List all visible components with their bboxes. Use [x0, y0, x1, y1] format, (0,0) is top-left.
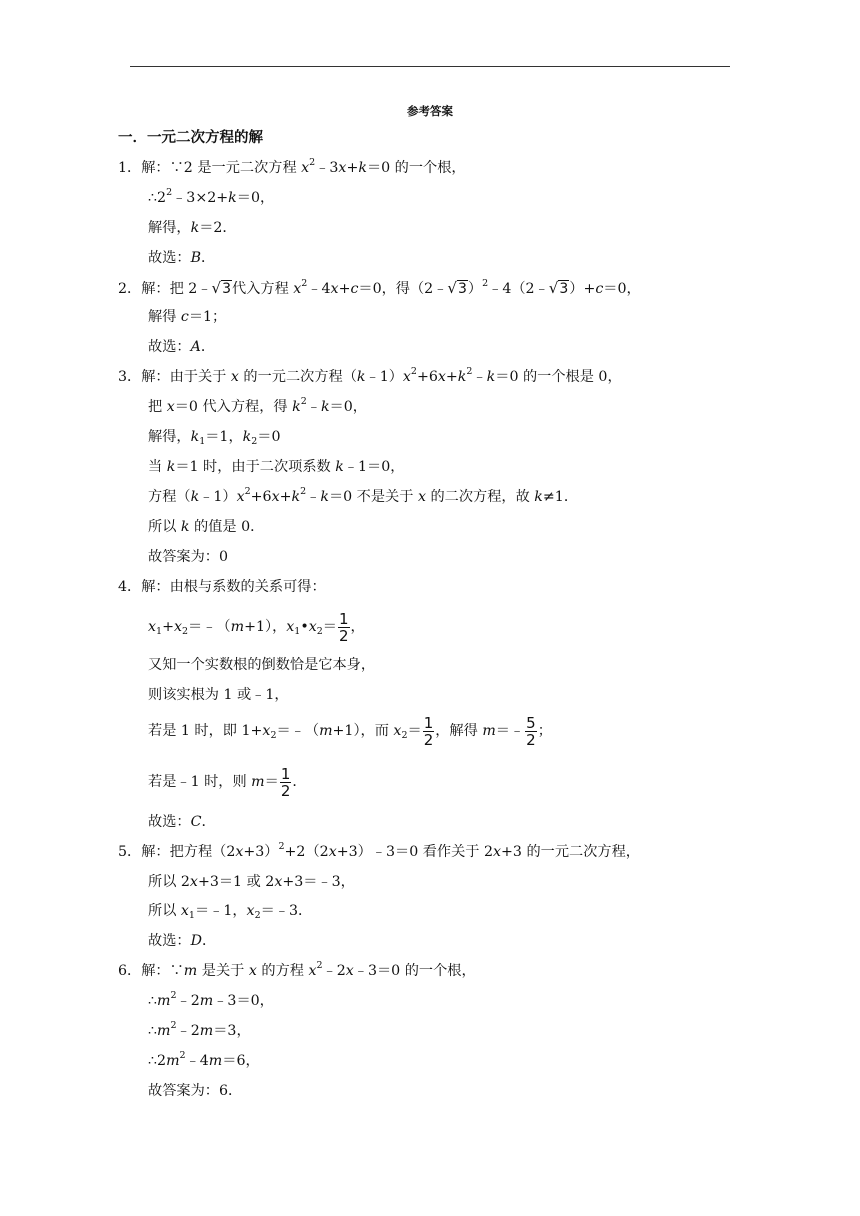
sqrt-three: √3	[548, 279, 569, 297]
q3-line-1: 3．解：由于关于 x 的一元二次方程$(k﹣1)x^2+6x+k^2﹣k=0$ 的一个根是 0，	[118, 366, 622, 385]
q2-line-2: 解得 c＝1；	[148, 309, 227, 325]
fraction-half: $\frac{1}{2}$	[338, 609, 349, 645]
q1-line-4: 故选：B．	[148, 250, 216, 266]
q6-line-4: $\therefore 2m^2﹣4m=6$，	[148, 1050, 260, 1069]
q4-line-1: 4．解：由根与系数的关系可得：	[118, 579, 326, 595]
q4-line-5: 若是 1 时，即 $1+x_2=﹣(m+1)$，而 $x_2=$ $\frac{1}{2}$ ，解得 m＝﹣ $\frac{5}{2}$ ；	[148, 713, 552, 749]
q4-line-7: 故选：C．	[148, 814, 216, 830]
q6-line-1: 6．解：∵m 是关于 x 的方程 $x^2﹣2x﹣3=0$ 的一个根，	[118, 960, 476, 979]
fraction-half: $\frac{1}{2}$	[280, 764, 291, 800]
sqrt-three: √3	[447, 279, 467, 297]
q5-line-3: 所以 $x_1=﹣1$，$x_2=﹣3$．	[148, 903, 313, 921]
q1-line-3: 解得，k＝2．	[148, 220, 237, 236]
q1-line-2: $\therefore 2^2﹣3\times 2+k=0$，	[148, 187, 275, 206]
q3-line-3: 解得，$k_1=1$，$k_2=0$	[148, 429, 281, 447]
q3-line-5: 方程$(k﹣1)x^2+6x+k^2﹣k=0$ 不是关于 x 的二次方程，故 k≠1．	[148, 486, 579, 505]
q5-line-2: 所以 2x+3＝1 或 2x+3＝﹣3，	[148, 874, 355, 890]
q6-line-5: 故答案为：6．	[148, 1083, 243, 1099]
sqrt-three: √3	[211, 279, 231, 297]
q3-line-4: 当 k＝1 时，由于二次项系数 k﹣1＝0，	[148, 459, 405, 475]
q4-line-3: 又知一个实数根的倒数恰是它本身，	[148, 657, 376, 673]
q5-line-4: 故选：D．	[148, 933, 217, 949]
q4-line-2: $x_1+x_2=﹣(m+1)$，$x_1•x_2=$ $\frac{1}{2}$ ，	[148, 609, 365, 645]
header-rule	[130, 66, 730, 67]
q6-line-2: $\therefore m^2﹣2m﹣3=0$，	[148, 990, 274, 1009]
section-heading: 一．一元二次方程的解	[118, 129, 263, 146]
fraction-five-halves: $\frac{5}{2}$	[526, 713, 536, 749]
q5-line-1: 5．解：把方程$(2x+3)^2+2(2x+3)﹣3=0$ 看作关于 2x+3 的一元二次方程，	[118, 841, 640, 860]
q3-line-7: 故答案为：0	[148, 549, 228, 565]
q6-line-3: $\therefore m^2﹣2m=3$，	[148, 1020, 251, 1039]
q2-line-1: 2．解：把 2﹣√3代入方程 $x^2﹣4x+c=0$，得（2﹣√3）$^2$﹣4（2﹣√3）+c＝0，	[118, 278, 641, 297]
q4-line-4: 则该实根为 1 或﹣1，	[148, 687, 289, 703]
q1-line-1: 1．解：∵2 是一元二次方程 $x^2﹣3x+k=0$ 的一个根，	[118, 157, 466, 176]
q4-line-6: 若是﹣1 时，则 m＝ $\frac{1}{2}$ ．	[148, 764, 307, 800]
q3-line-2: 把 x＝0 代入方程，得 $k^2﹣k=0$，	[148, 396, 367, 415]
fraction-half: $\frac{1}{2}$	[423, 713, 434, 749]
q3-line-6: 所以 k 的值是 0．	[148, 519, 265, 535]
page-title: 参考答案	[407, 104, 453, 118]
q2-line-3: 故选：A．	[148, 339, 216, 355]
